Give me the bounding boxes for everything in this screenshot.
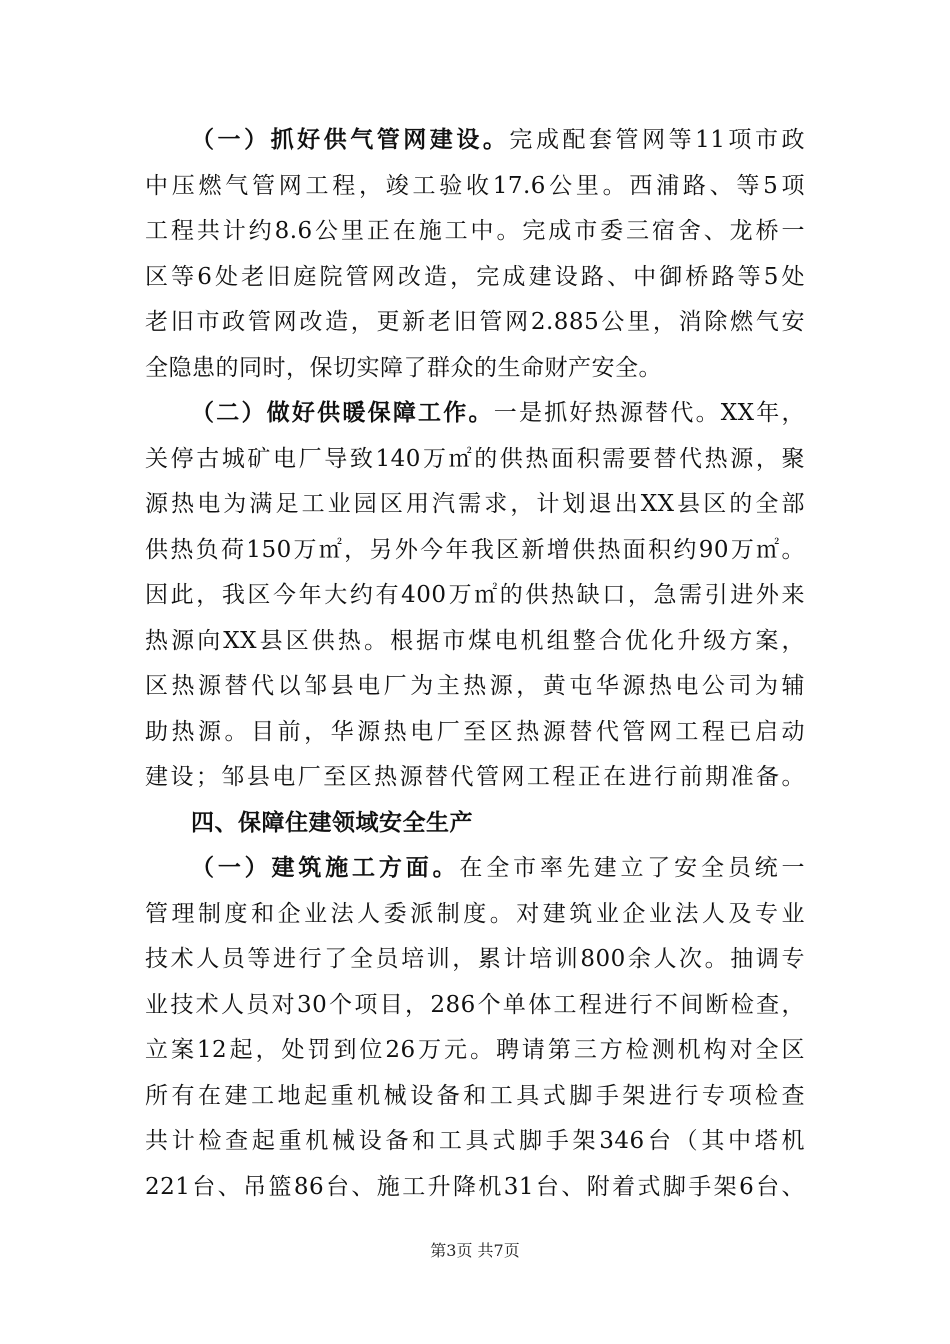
document-body <box>145 118 805 1210</box>
paragraph-3-line-2: 管理制度和企业法人委派制度。对建筑业企业法人及专业 <box>145 900 805 927</box>
paragraph-2-line-5: 因此，我区今年大约有400万㎡的供热缺口，急需引进外来 <box>145 582 805 608</box>
section-heading-gas-network: （一）抓好供气管网建设。 <box>191 127 510 153</box>
paragraph-2-line-9: 建设；邹县电厂至区热源替代管网工程正在进行前期准备。 <box>145 764 805 790</box>
paragraph-1-line-6: 全隐患的同时，保切实障了群众的生命财产安全。 <box>145 354 662 381</box>
chapter-heading-text: 四、保障住建领域安全生产 <box>191 809 473 836</box>
paragraph-2-line-4: 供热负荷150万㎡，另外今年我区新增供热面积约90万㎡。 <box>145 536 805 563</box>
paragraph-text: 完成配套管网等11项市政 <box>509 127 805 153</box>
paragraph-text: 在全市率先建立了安全员统一 <box>459 855 806 881</box>
paragraph-2-line-7: 区热源替代以邹县电厂为主热源，黄屯华源热电公司为辅 <box>145 673 805 699</box>
paragraph-3-line-3: 技术人员等进行了全员培训，累计培训800余人次。抽调专 <box>145 946 805 972</box>
section-heading-construction: （一）建筑施工方面。 <box>191 855 460 881</box>
paragraph-2-line-2: 关停古城矿电厂导致140万㎡的供热面积需要替代热源，聚 <box>145 445 805 472</box>
paragraph-3-line-7: 共计检查起重机械设备和工具式脚手架346台（其中塔机 <box>145 1128 805 1154</box>
paragraph-3-line-8: 221台、吊篮86台、施工升降机31台、附着式脚手架6台、 <box>145 1173 805 1200</box>
paragraph-1-line-5: 老旧市政管网改造，更新老旧管网2.885公里，消除燃气安 <box>145 309 805 335</box>
paragraph-3-line-5: 立案12起，处罚到位26万元。聘请第三方检测机构对全区 <box>145 1037 805 1063</box>
paragraph-1-line-4: 区等6处老旧庭院管网改造，完成建设路、中御桥路等5处 <box>145 263 805 290</box>
paragraph-2-line-3: 源热电为满足工业园区用汽需求，计划退出XX县区的全部 <box>145 491 805 517</box>
paragraph-3-line-1 <box>145 846 805 892</box>
paragraph-1-line-1 <box>145 118 805 164</box>
paragraph-2-line-6: 热源向XX县区供热。根据市煤电机组整合优化升级方案， <box>145 627 805 654</box>
paragraph-2-line-8: 助热源。目前，华源热电厂至区热源替代管网工程已启动 <box>145 718 805 745</box>
paragraph-1-line-2: 中压燃气管网工程，竣工验收17.6公里。西浦路、等5项 <box>145 172 805 199</box>
page-footer: 第3页 共7页 <box>430 1241 520 1260</box>
chapter-heading-safety <box>145 801 805 847</box>
section-heading-heating: （二）做好供暖保障工作。 <box>191 400 494 426</box>
paragraph-1-line-3: 工程共计约8.6公里正在施工中。完成市委三宿舍、龙桥一 <box>145 218 805 244</box>
paragraph-text: 一是抓好热源替代。XX年， <box>493 400 806 426</box>
paragraph-2-line-1 <box>145 391 805 437</box>
paragraph-3-line-4: 业技术人员对30个项目，286个单体工程进行不间断检查， <box>145 991 805 1018</box>
paragraph-3-line-6: 所有在建工地起重机械设备和工具式脚手架进行专项检查 <box>145 1082 805 1109</box>
